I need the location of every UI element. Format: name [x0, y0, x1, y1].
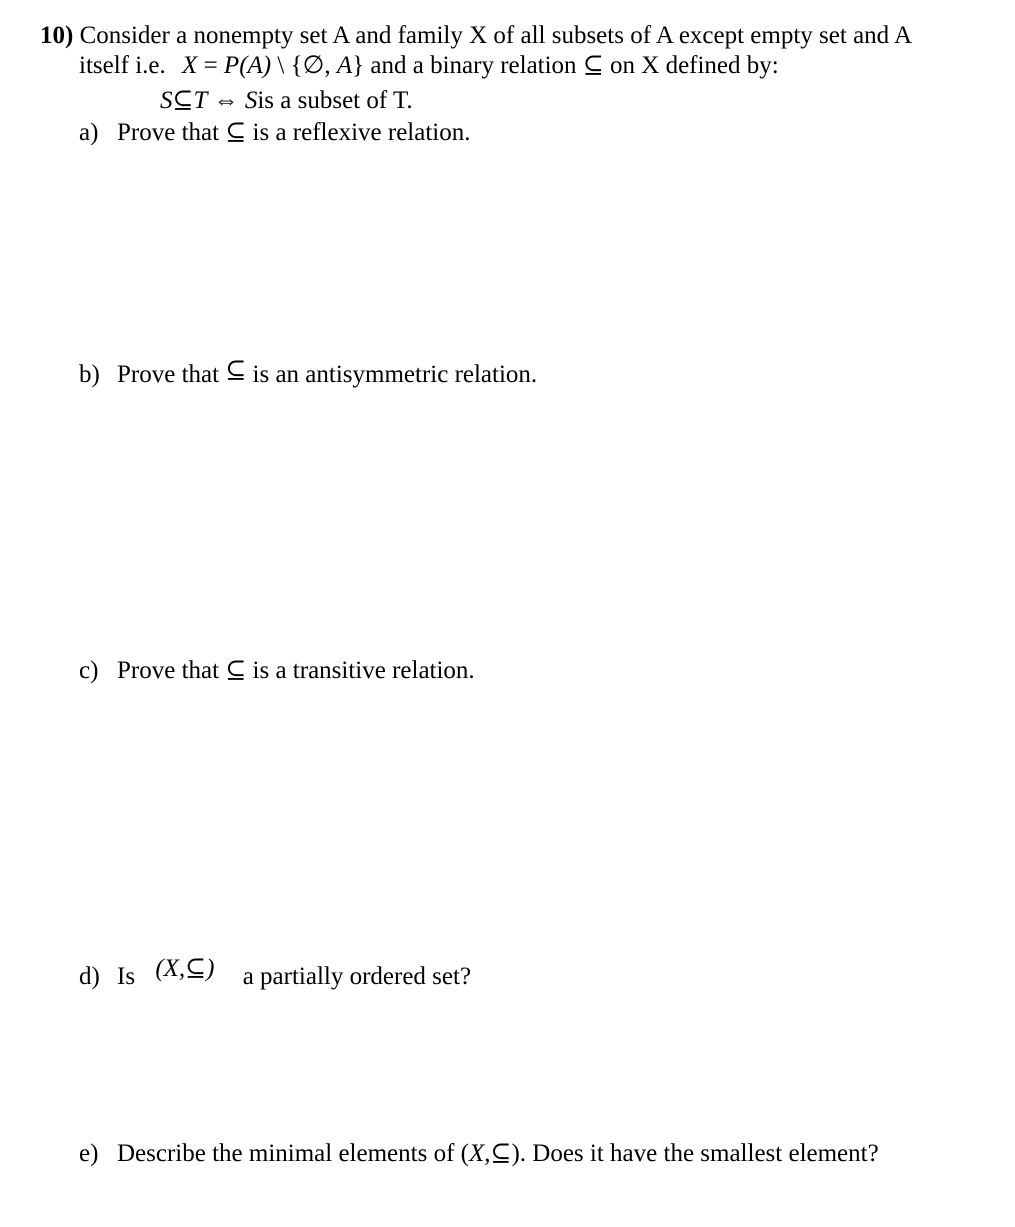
part-d-suffix: a partially ordered set?: [242, 963, 472, 990]
def-iff: ⇔: [207, 87, 245, 114]
def-S2: S: [244, 87, 258, 114]
part-e: [79, 1141, 879, 1166]
problem-intro-mid: and a binary relation: [370, 52, 583, 79]
part-a-symbol: ⊆: [225, 119, 247, 146]
math-setminus: \ {∅,: [271, 52, 337, 79]
problem-intro-suffix: on X defined by:: [603, 52, 779, 79]
math-A: A: [336, 52, 353, 79]
math-PA: P(A): [223, 52, 272, 79]
math-eq: =: [197, 52, 224, 79]
part-b: [79, 357, 538, 388]
part-a: [79, 120, 471, 145]
def-T: T: [193, 87, 208, 114]
problem-intro-line1: Consider a nonempty set A and family X of all subsets of A except empty set and A: [79, 22, 913, 49]
problem-number: 10): [40, 22, 74, 49]
part-e-math-rest: ,⊆): [484, 1140, 520, 1167]
part-b-suffix: is an antisymmetric relation.: [246, 361, 538, 388]
part-e-prefix: Describe the minimal elements of: [117, 1140, 461, 1167]
part-c: [79, 658, 475, 683]
part-b-label: b): [79, 361, 100, 388]
part-e-suffix: . Does it have the smallest element?: [519, 1140, 879, 1167]
part-c-label: c): [79, 657, 99, 684]
part-b-symbol: ⊆: [225, 357, 247, 384]
relation-definition: [160, 88, 413, 113]
part-e-label: e): [79, 1140, 99, 1167]
problem-intro-prefix: itself i.e.: [79, 52, 166, 79]
part-b-prefix: Prove that: [117, 361, 226, 388]
part-d-prefix: Is: [117, 963, 136, 990]
part-e-math-X: X: [468, 1140, 485, 1167]
problem-line-2: [79, 53, 779, 78]
part-c-suffix: is a transitive relation.: [246, 657, 475, 684]
part-e-math-open: (: [460, 1140, 469, 1167]
part-a-suffix: is a reflexive relation.: [246, 119, 471, 146]
def-subset-symbol: ⊆: [172, 87, 194, 114]
part-d-math: (X,⊆): [155, 955, 215, 982]
def-S: S: [160, 87, 173, 114]
def-text: is a subset of T.: [257, 87, 413, 114]
set-definition-formula: [182, 52, 370, 79]
problem-line-1: [40, 23, 912, 48]
part-c-prefix: Prove that: [117, 657, 226, 684]
part-a-label: a): [79, 119, 99, 146]
part-d: [79, 955, 472, 990]
math-X: X: [182, 52, 198, 79]
math-close: }: [352, 52, 365, 79]
subset-symbol: ⊆: [582, 52, 604, 79]
part-c-symbol: ⊆: [225, 657, 247, 684]
part-d-label: d): [79, 963, 100, 990]
part-a-prefix: Prove that: [117, 119, 226, 146]
